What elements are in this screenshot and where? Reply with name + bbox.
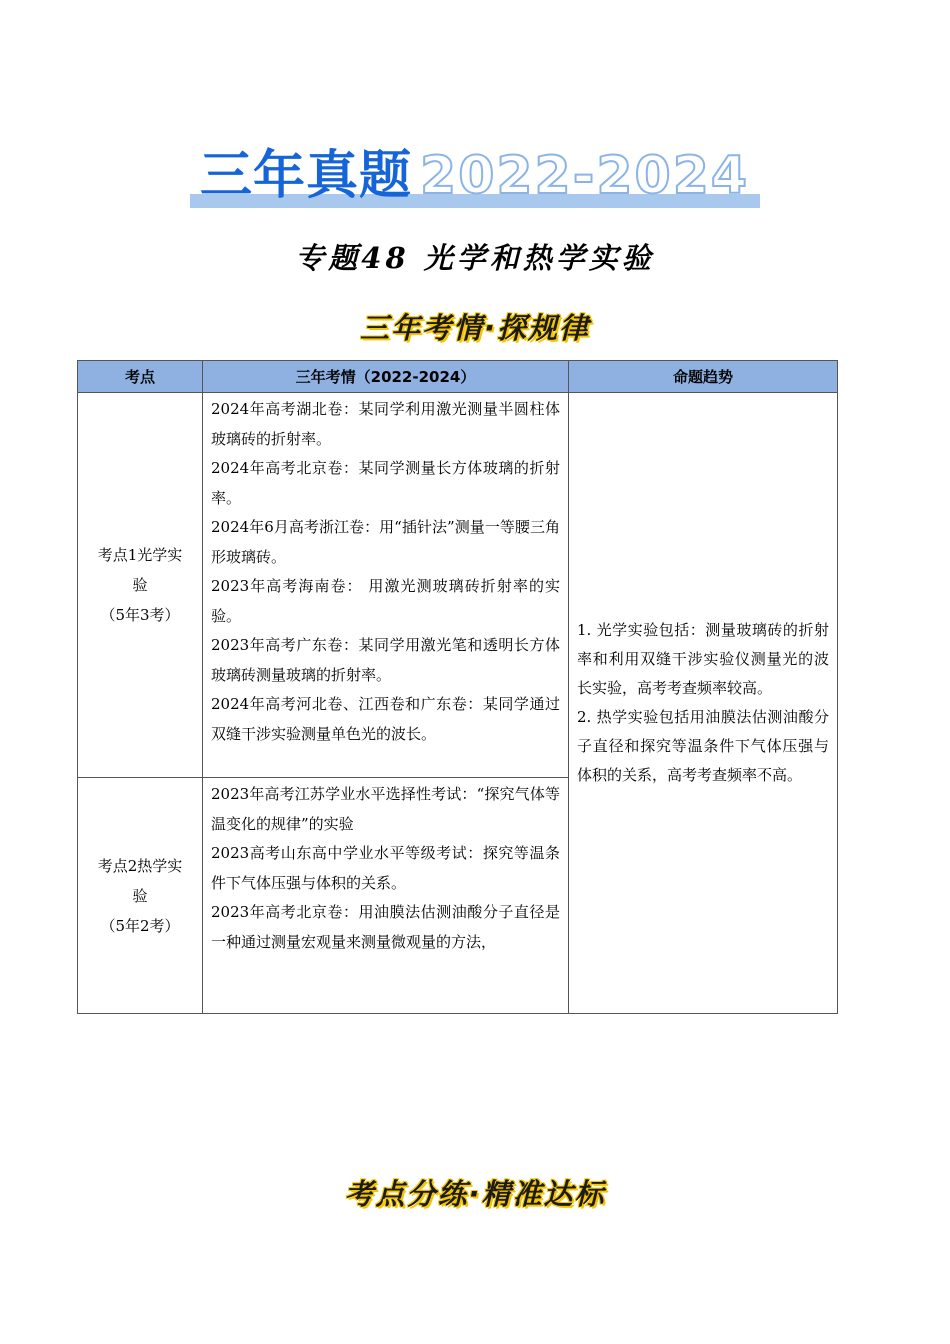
exam-item: 2024年6月高考浙江卷：用“插针法”测量一等腰三角形玻璃砖。 bbox=[211, 518, 560, 566]
exam-items-optics bbox=[203, 393, 569, 778]
topic-label-cont: 验 bbox=[132, 886, 148, 905]
header-trend: 命题趋势 bbox=[569, 361, 838, 393]
topic-label-cont: 验 bbox=[132, 576, 148, 594]
exam-items-thermal bbox=[203, 778, 569, 1014]
page-title: 专题48 光学和热学实验 bbox=[295, 241, 655, 275]
topic-count: （5年3考） bbox=[100, 606, 180, 624]
topic-label: 考点2热学实 bbox=[97, 856, 183, 875]
header-topic: 考点 bbox=[78, 361, 203, 393]
topic-count: （5年2考） bbox=[100, 916, 180, 935]
section-heading-trends: 三年考情·探规律 bbox=[359, 311, 591, 345]
trend-item: 2. 热学实验包括用油膜法估测油酸分子直径和探究等温条件下气体压强与体积的关系，高考考查频率不高。 bbox=[577, 708, 829, 784]
exam-analysis-table bbox=[77, 360, 838, 1014]
banner-title: 三年真题 bbox=[200, 146, 413, 206]
exam-item: 2024年高考北京卷：某同学测量长方体玻璃的折射率。 bbox=[211, 459, 560, 507]
exam-item: 2023年高考北京卷：用油膜法估测油酸分子直径是一种通过测量宏观量来测量微观量的方法， bbox=[211, 903, 560, 951]
exam-item: 2023高考山东高中学业水平等级考试：探究等温条件下气体压强与体积的关系。 bbox=[211, 844, 560, 892]
exam-item: 2024年高考河北卷、江西卷和广东卷：某同学通过双缝干涉实验测量单色光的波长。 bbox=[211, 695, 560, 743]
topic-cell-thermal bbox=[78, 778, 203, 1014]
exam-item: 2024年高考湖北卷：某同学利用激光测量半圆柱体玻璃砖的折射率。 bbox=[211, 400, 560, 448]
trend-cell bbox=[569, 393, 838, 1014]
banner-years: 2022-2024 bbox=[420, 146, 750, 206]
section-heading-practice: 考点分练·精准达标 bbox=[344, 1177, 606, 1211]
header-banner bbox=[190, 148, 760, 208]
table-row bbox=[78, 393, 838, 778]
exam-item: 2023年高考广东卷：某同学用激光笔和透明长方体玻璃砖测量玻璃的折射率。 bbox=[211, 636, 560, 684]
topic-label: 考点1光学实 bbox=[97, 546, 183, 564]
trend-item: 1. 光学实验包括：测量玻璃砖的折射率和利用双缝干涉实验仪测量光的波长实验，高考考查频率较高。 bbox=[577, 621, 829, 697]
topic-cell-optics bbox=[78, 393, 203, 778]
banner-text bbox=[200, 148, 749, 204]
exam-item: 2023年高考海南卷： 用激光测玻璃砖折射率的实验。 bbox=[211, 577, 560, 625]
exam-item: 2023年高考江苏学业水平选择性考试：“探究气体等温变化的规律”的实验 bbox=[211, 785, 560, 833]
table-header-row bbox=[78, 361, 838, 393]
header-exam-history: 三年考情（2022-2024） bbox=[203, 361, 569, 393]
